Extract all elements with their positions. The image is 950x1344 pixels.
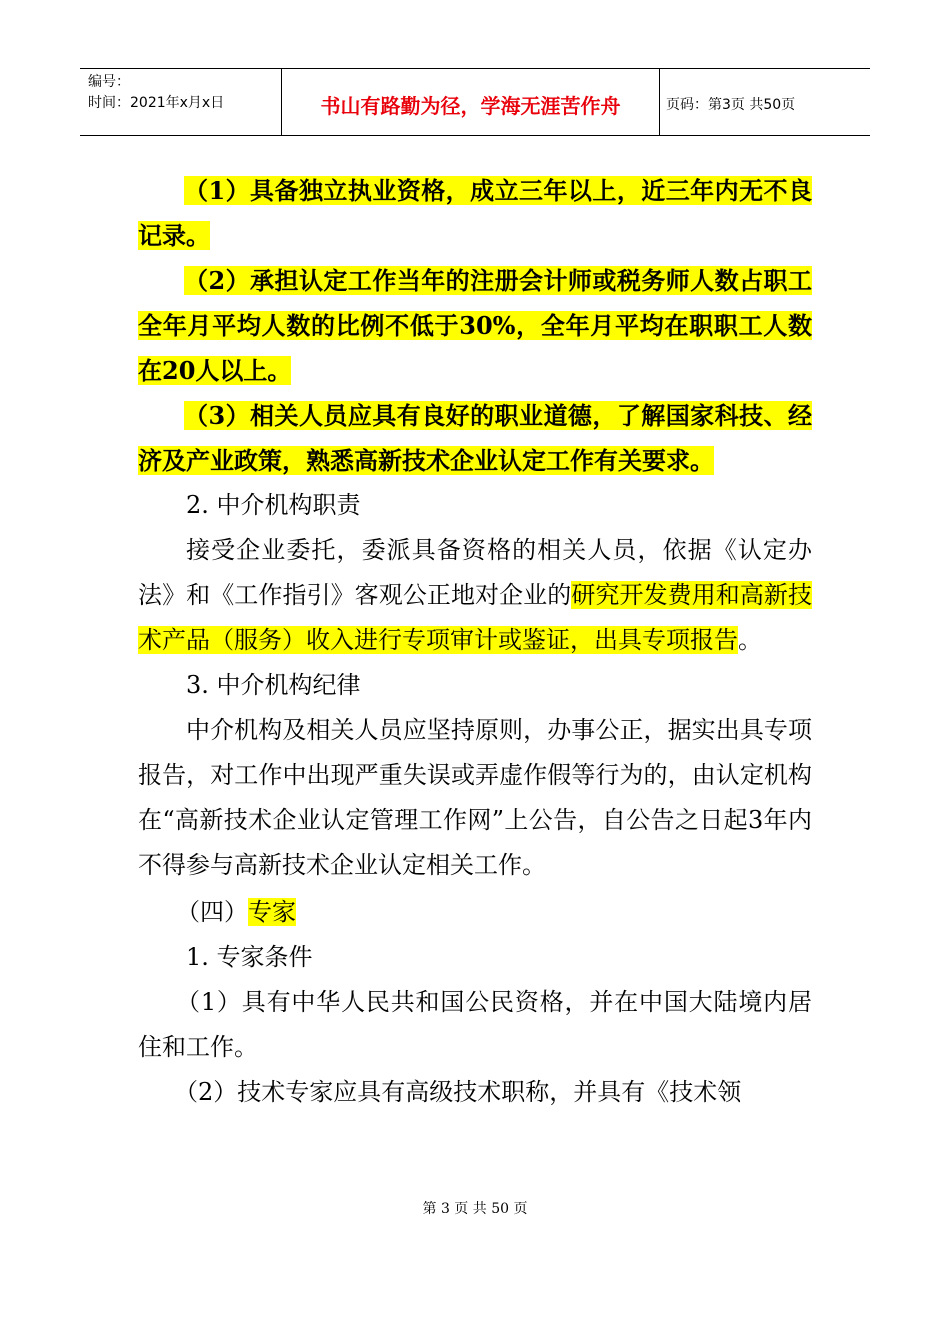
heading-experts-prefix: （四） — [176, 898, 248, 926]
header-meta — [80, 69, 282, 135]
paragraph-4-text: 接受企业委托，委派具备资格的相关人员，依据《认定办法》和《工作指引》客观公正地对企业的 — [138, 536, 812, 609]
paragraph-4-end: 。 — [738, 626, 762, 654]
paragraph-2 — [138, 258, 812, 393]
time-label: 时间：2021年x月x日 — [88, 95, 225, 111]
heading-experts — [138, 890, 812, 935]
heading-intermediary-discipline: 3. 中介机构纪律 — [186, 671, 361, 699]
heading-expert-conditions: 1. 专家条件 — [186, 943, 313, 971]
paragraph-1 — [138, 168, 812, 258]
highlight: 专家 — [248, 898, 296, 926]
highlight: 研究开发费用和高新技术产品（服务）收入进行专项审计或鉴证，出具专项报告 — [138, 581, 813, 654]
highlight: （2）承担认定工作当年的注册会计师或税务师人数占职工全年月平均人数的比例不低于30%，全年月平均在职职工人数在20人以上。 — [138, 266, 812, 385]
paragraph-3 — [138, 393, 812, 483]
highlight: （1）具备独立执业资格，成立三年以上，近三年内无不良记录。 — [138, 176, 812, 250]
number-label: 编号： — [88, 74, 130, 90]
header-motto: 书山有路勤为径，学海无涯苦作舟 — [282, 69, 660, 135]
paragraph-6: （1）具有中华人民共和国公民资格，并在中国大陆境内居住和工作。 — [138, 988, 812, 1061]
document-body — [138, 168, 812, 1115]
paragraph-5: 中介机构及相关人员应坚持原则，办事公正，据实出具专项报告，对工作中出现严重失误或弄虚作假等行为的，由认定机构在“高新技术企业认定管理工作网”上公告，自公告之日起3年内不得参与高新技术企业认定相关工作。 — [138, 716, 812, 879]
page-header — [80, 68, 870, 136]
page-footer: 第 3 页 共 50 页 — [422, 1201, 528, 1217]
highlight: （3）相关人员应具有良好的职业道德，了解国家科技、经济及产业政策，熟悉高新技术企业认定工作有关要求。 — [138, 401, 812, 475]
header-page-code: 页码：第3页 共50页 — [666, 97, 796, 113]
paragraph-7: （2）技术专家应具有高级技术职称，并具有《技术领 — [174, 1078, 742, 1106]
paragraph-4 — [138, 528, 812, 663]
heading-intermediary-duties: 2. 中介机构职责 — [186, 491, 361, 519]
